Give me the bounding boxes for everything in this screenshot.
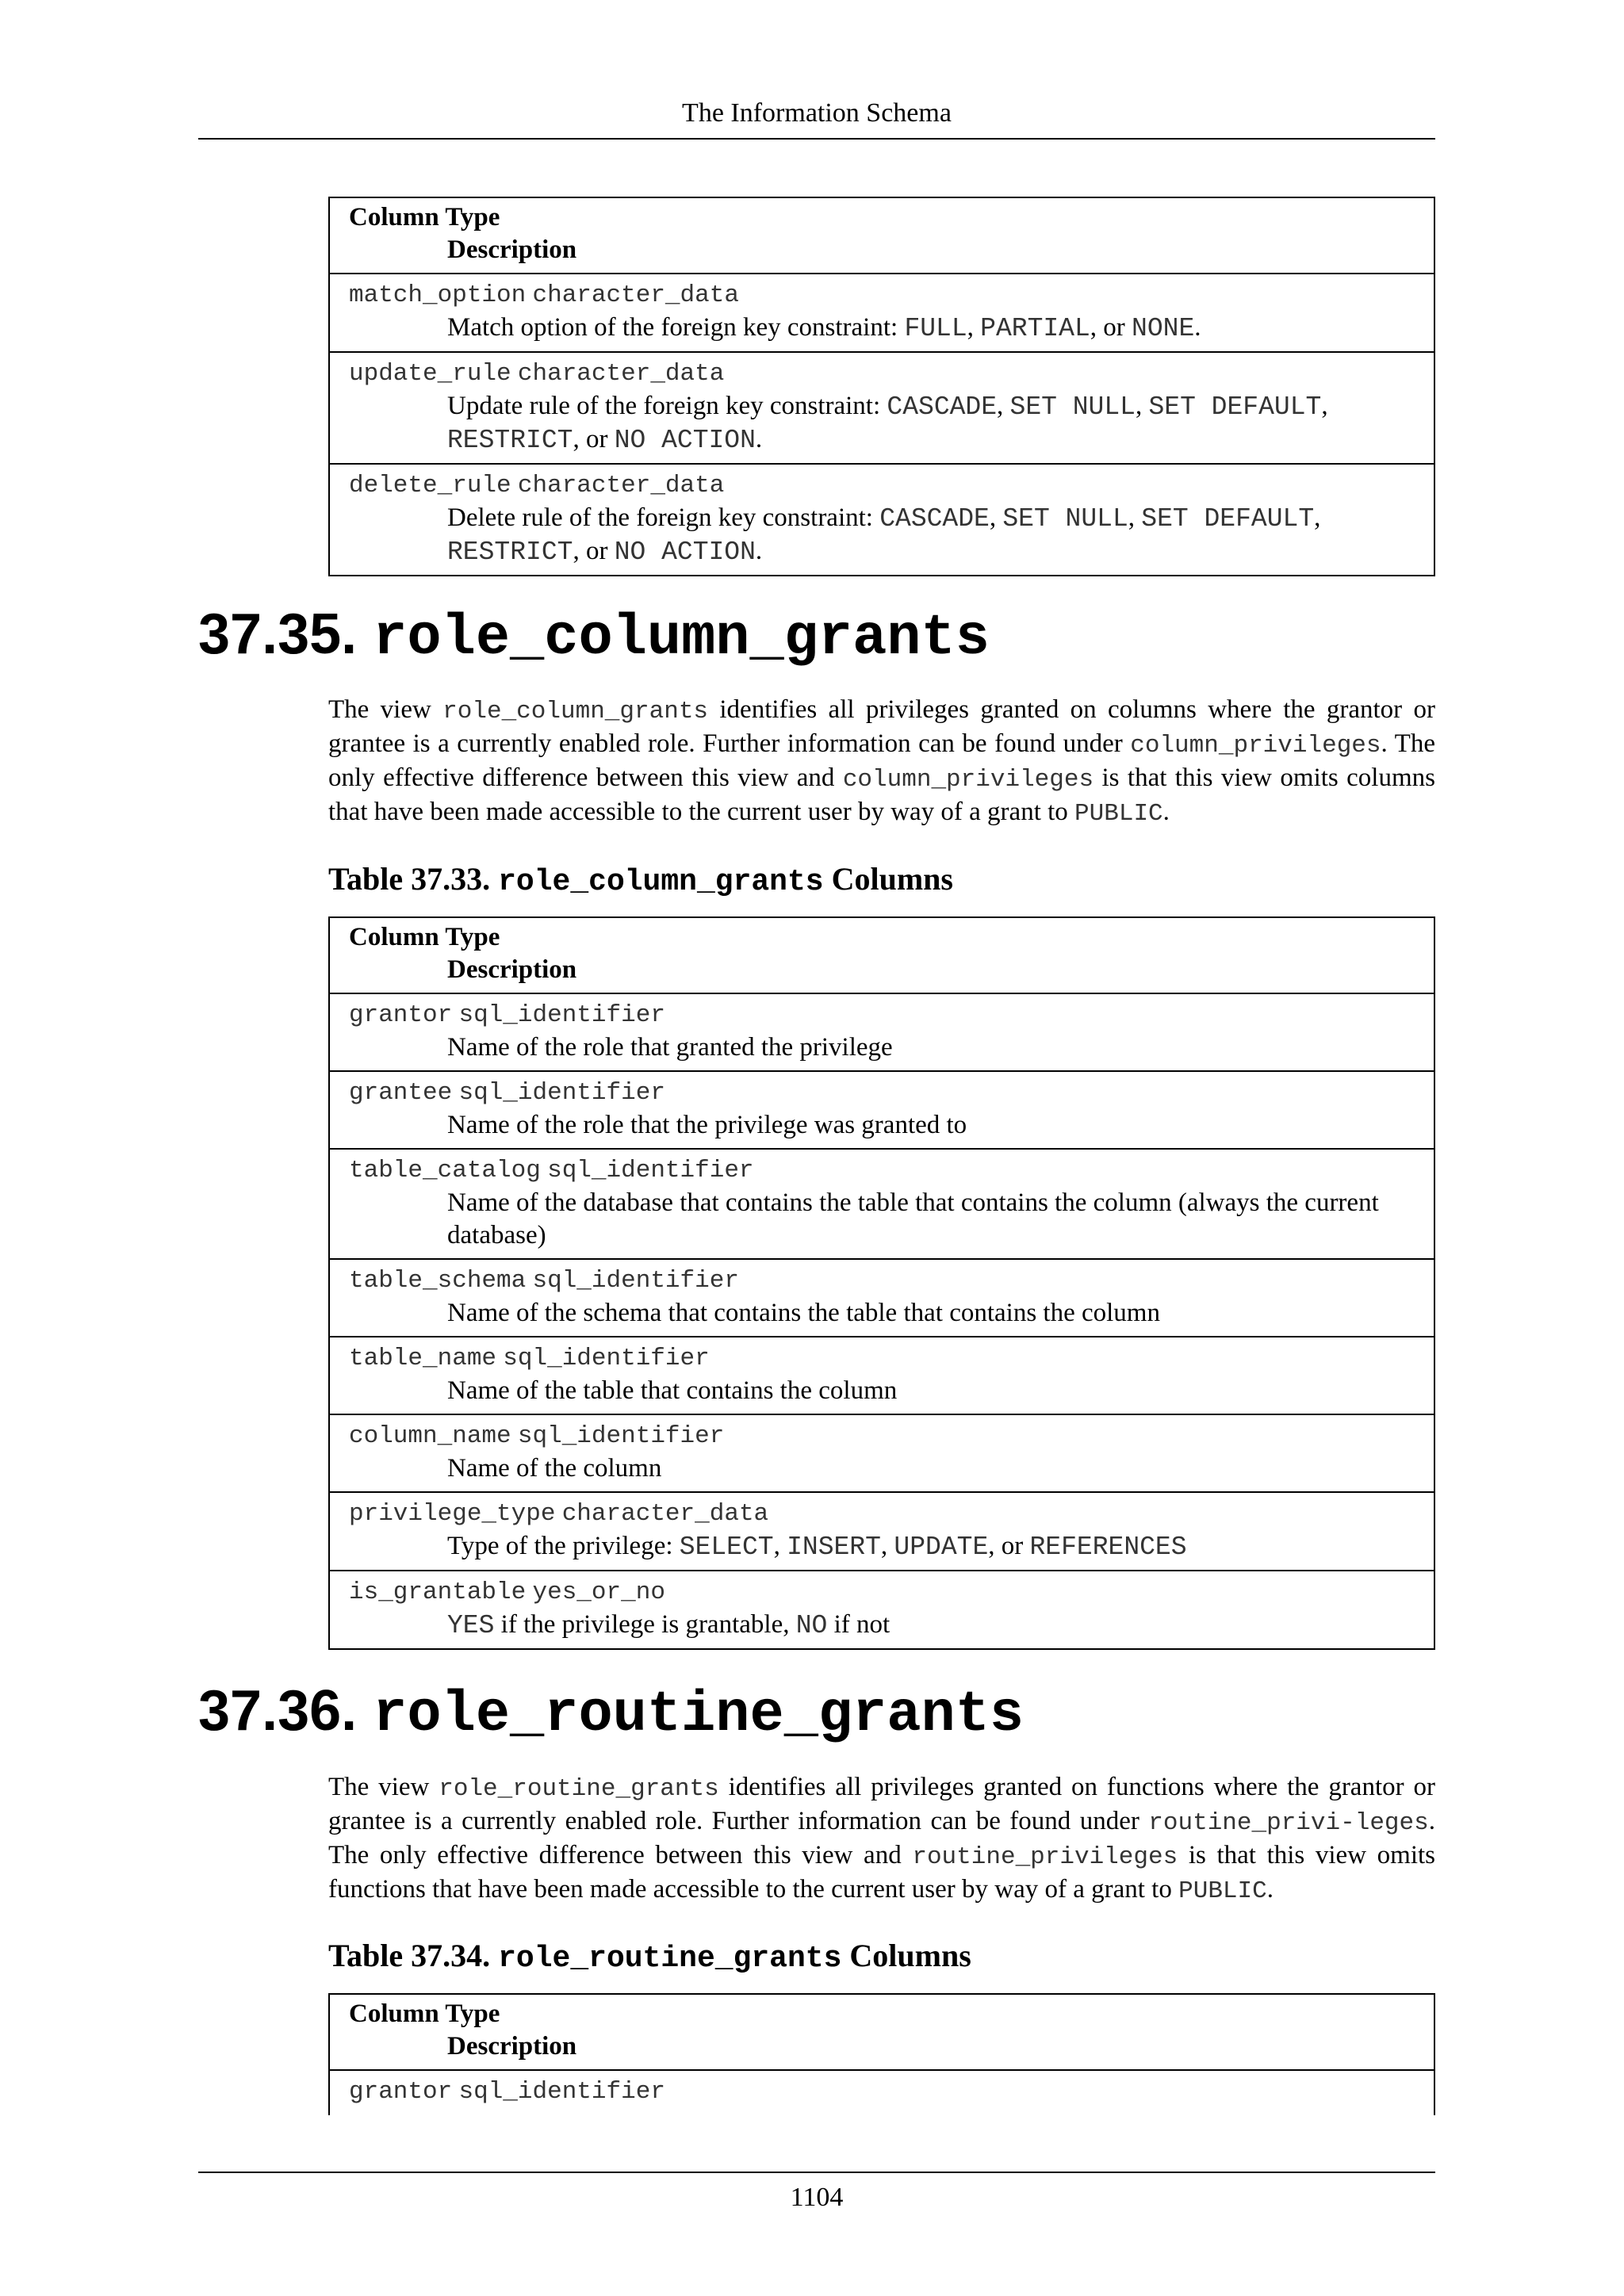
table-row xyxy=(329,1571,1434,1649)
column-name: grantor xyxy=(349,1001,453,1029)
column-name: privilege_type xyxy=(349,1500,556,1528)
role-routine-grants-table xyxy=(328,1993,1435,2115)
column-type: sql_identifier xyxy=(532,1267,739,1295)
column-description: Type of the privilege: SELECT, INSERT, UPDATE, or REFERENCES xyxy=(447,1532,1187,1562)
running-header xyxy=(198,94,1435,140)
column-description: Delete rule of the foreign key constraint: CASCADE, SET NULL, SET DEFAULT, RESTRICT, or NO ACTION. xyxy=(447,503,1321,567)
section-heading-37-36: 37.36. role_routine_grants xyxy=(198,1679,1025,1747)
running-footer xyxy=(198,2172,1435,2213)
table-row xyxy=(329,1337,1434,1414)
table-header-row xyxy=(329,917,1434,993)
column-description: Name of the role that granted the privilege xyxy=(447,1033,893,1062)
role-column-grants-table xyxy=(328,916,1435,1650)
column-description: YES if the privilege is grantable, NO if not xyxy=(447,1610,891,1640)
column-name: grantee xyxy=(349,1079,453,1107)
table-caption-37-34: Table 37.34. role_routine_grants Columns xyxy=(328,1938,971,1976)
column-type: sql_identifier xyxy=(458,1079,665,1107)
table-caption-37-33: Table 37.33. role_column_grants Columns xyxy=(328,861,953,899)
column-name: grantor xyxy=(349,2078,453,2106)
column-type: character_data xyxy=(517,472,725,499)
table-row xyxy=(329,1259,1434,1337)
column-name: update_rule xyxy=(349,360,511,388)
table-row xyxy=(329,1149,1434,1259)
column-name: table_catalog xyxy=(349,1157,541,1184)
column-type-header: Column Type xyxy=(349,203,500,232)
column-name: match_option xyxy=(349,281,527,309)
column-type-header: Column Type xyxy=(349,1999,500,2028)
table-row xyxy=(329,1492,1434,1571)
table-header-row xyxy=(329,1994,1434,2070)
column-description: Name of the schema that contains the table that contains the column xyxy=(447,1299,1160,1327)
table-header-row xyxy=(329,197,1434,274)
column-description: Name of the column xyxy=(447,1454,662,1483)
table-row xyxy=(329,352,1434,464)
column-type: character_data xyxy=(532,281,739,309)
column-description: Name of the role that the privilege was granted to xyxy=(447,1111,967,1139)
column-type: sql_identifier xyxy=(517,1422,725,1450)
column-name: is_grantable xyxy=(349,1578,527,1606)
column-name: table_schema xyxy=(349,1267,527,1295)
column-description: Update rule of the foreign key constraint: CASCADE, SET NULL, SET DEFAULT, RESTRICT, or NO ACTION. xyxy=(447,392,1328,455)
section-37-35-paragraph: The view role_column_grants identifies all privileges granted on columns where the grantor or grantee is a currently enabled role. Further information can be found under column_privileges. The only effective difference between this view and column_privileges is that this view omits columns that have been made accessible to the current user by way of a grant to PUBLIC. xyxy=(328,695,1436,828)
column-type: yes_or_no xyxy=(532,1578,665,1606)
column-description: Name of the table that contains the column xyxy=(447,1376,898,1405)
role-routine-grants-table-clip xyxy=(328,1993,1438,2115)
column-type: character_data xyxy=(517,360,725,388)
column-type: sql_identifier xyxy=(503,1345,710,1372)
column-name: column_name xyxy=(349,1422,511,1450)
table-row xyxy=(329,1414,1434,1492)
column-type: sql_identifier xyxy=(458,2078,665,2106)
section-37-36-paragraph: The view role_routine_grants identifies all privileges granted on functions where the grantor or grantee is a currently enabled role. Further information can be found under routine_privi-leges. The only effective difference between this view and routine_privileges is that this view omits functions that have been made accessible to the current user by way of a grant to PUBLIC. xyxy=(328,1773,1436,1905)
table-row xyxy=(329,2070,1434,2115)
constraint-continuation-table xyxy=(328,197,1435,576)
column-type: character_data xyxy=(561,1500,769,1528)
description-header: Description xyxy=(447,2032,577,2061)
table-row xyxy=(329,993,1434,1071)
description-header: Description xyxy=(447,235,577,264)
column-type: sql_identifier xyxy=(547,1157,754,1184)
table-row xyxy=(329,274,1434,352)
column-type-header: Column Type xyxy=(349,923,500,951)
column-description: Match option of the foreign key constraint: FULL, PARTIAL, or NONE. xyxy=(447,313,1201,343)
page-number: 1104 xyxy=(790,2183,844,2212)
running-header-title: The Information Schema xyxy=(682,98,952,128)
table-row xyxy=(329,1071,1434,1149)
column-type: sql_identifier xyxy=(458,1001,665,1029)
section-heading-37-35: 37.35. role_column_grants xyxy=(198,603,990,671)
column-name: table_name xyxy=(349,1345,497,1372)
column-name: delete_rule xyxy=(349,472,511,499)
description-header: Description xyxy=(447,955,577,984)
table-row xyxy=(329,464,1434,576)
column-description: Name of the database that contains the table that contains the column (always the current database) xyxy=(447,1188,1379,1249)
